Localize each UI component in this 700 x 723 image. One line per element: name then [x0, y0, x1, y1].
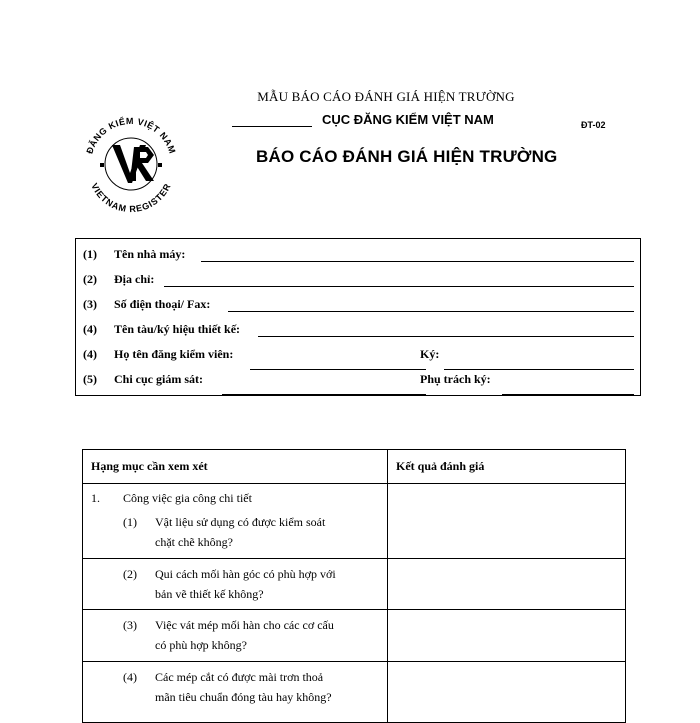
supervising-branch-field[interactable] — [222, 394, 426, 395]
info-row-branch — [76, 372, 642, 392]
table-row — [83, 559, 626, 610]
section-number: 1. — [91, 491, 100, 505]
surveyor-name-label: Họ tên đăng kiểm viên: — [114, 347, 234, 361]
result-cell[interactable] — [388, 484, 626, 559]
item-number: (4) — [123, 670, 137, 684]
item-cell — [83, 559, 388, 610]
form-code: ĐT-02 — [581, 120, 606, 130]
item-text-line: Qui cách mối hàn góc có phù hợp với — [155, 567, 336, 581]
info-row-surveyor — [76, 347, 642, 367]
phone-fax-label: Số điện thoại/ Fax: — [114, 297, 211, 311]
address-label: Địa chỉ: — [114, 272, 155, 286]
item-cell — [83, 610, 388, 662]
item-text — [155, 512, 377, 552]
table-row — [83, 610, 626, 662]
logo-monogram — [112, 145, 154, 183]
result-cell[interactable] — [388, 559, 626, 610]
item-text-line: Vật liệu sử dụng có được kiểm soát — [155, 515, 326, 529]
signature-label: Ký: — [420, 347, 440, 361]
result-cell[interactable] — [388, 610, 626, 662]
item-text-line: Việc vát mép mối hàn cho các cơ cấu — [155, 618, 334, 632]
supervising-branch-label: Chi cục giám sát: — [114, 372, 203, 386]
row-number: (2) — [83, 272, 97, 286]
evaluation-table — [82, 449, 626, 723]
authority-blank-line — [232, 112, 312, 127]
item-number: (1) — [123, 515, 137, 529]
row-number: (3) — [83, 297, 97, 311]
info-row-factory — [76, 247, 642, 267]
item-number: (2) — [123, 567, 137, 581]
table-header-row — [83, 450, 626, 484]
item-text — [155, 667, 377, 707]
section-title: Công việc gia công chi tiết — [123, 491, 252, 505]
column-header-results: Kết quả đánh giá — [388, 450, 626, 484]
row-number: (4) — [83, 347, 97, 361]
item-text-line: chặt chẽ không? — [155, 535, 233, 549]
table-row — [83, 662, 626, 723]
svg-text:VIETNAM REGISTER — [89, 181, 173, 214]
phone-fax-field[interactable] — [228, 311, 634, 312]
vietnam-register-logo — [78, 111, 184, 217]
person-in-charge-field[interactable] — [502, 394, 634, 395]
item-text — [155, 564, 377, 604]
row-number: (4) — [83, 322, 97, 336]
item-cell — [83, 662, 388, 723]
row-number: (1) — [83, 247, 97, 261]
table-row — [83, 484, 626, 559]
row-number: (5) — [83, 372, 97, 386]
item-text — [155, 615, 377, 655]
form-title: MẪU BÁO CÁO ĐÁNH GIÁ HIỆN TRƯỜNG — [257, 89, 515, 104]
person-in-charge-label: Phụ trách ký: — [420, 372, 491, 386]
item-text-line: bản vẽ thiết kế không? — [155, 587, 264, 601]
factory-name-label: Tên nhà máy: — [114, 247, 186, 261]
surveyor-name-field[interactable] — [250, 369, 426, 370]
svg-text:ĐĂNG KIỂM VIỆT NAM — [84, 115, 177, 155]
factory-name-field[interactable] — [201, 261, 634, 262]
item-number: (3) — [123, 618, 137, 632]
result-cell[interactable] — [388, 662, 626, 723]
authority-name: CỤC ĐĂNG KIỂM VIỆT NAM — [322, 112, 494, 127]
report-title: BÁO CÁO ĐÁNH GIÁ HIỆN TRƯỜNG — [256, 147, 558, 166]
info-row-ship — [76, 322, 642, 342]
logo-bottom-text: VIETNAM REGISTER — [89, 181, 173, 215]
address-field[interactable] — [164, 286, 634, 287]
item-text-line: mãn tiêu chuẩn đóng tàu hay không? — [155, 690, 332, 704]
info-row-phone — [76, 297, 642, 317]
ship-design-field[interactable] — [258, 336, 634, 337]
logo-top-text: ĐĂNG KIỂM VIỆT NAM — [84, 115, 178, 156]
item-text-line: Các mép cắt có được mài trơn thoả — [155, 670, 324, 684]
signature-field[interactable] — [444, 369, 634, 370]
item-text-line: có phù hợp không? — [155, 638, 247, 652]
column-header-items: Hạng mục cần xem xét — [83, 450, 388, 484]
factory-info-box — [75, 238, 641, 396]
ship-design-label: Tên tàu/ký hiệu thiết kế: — [114, 322, 241, 336]
info-row-address — [76, 272, 642, 292]
item-cell — [83, 484, 388, 559]
